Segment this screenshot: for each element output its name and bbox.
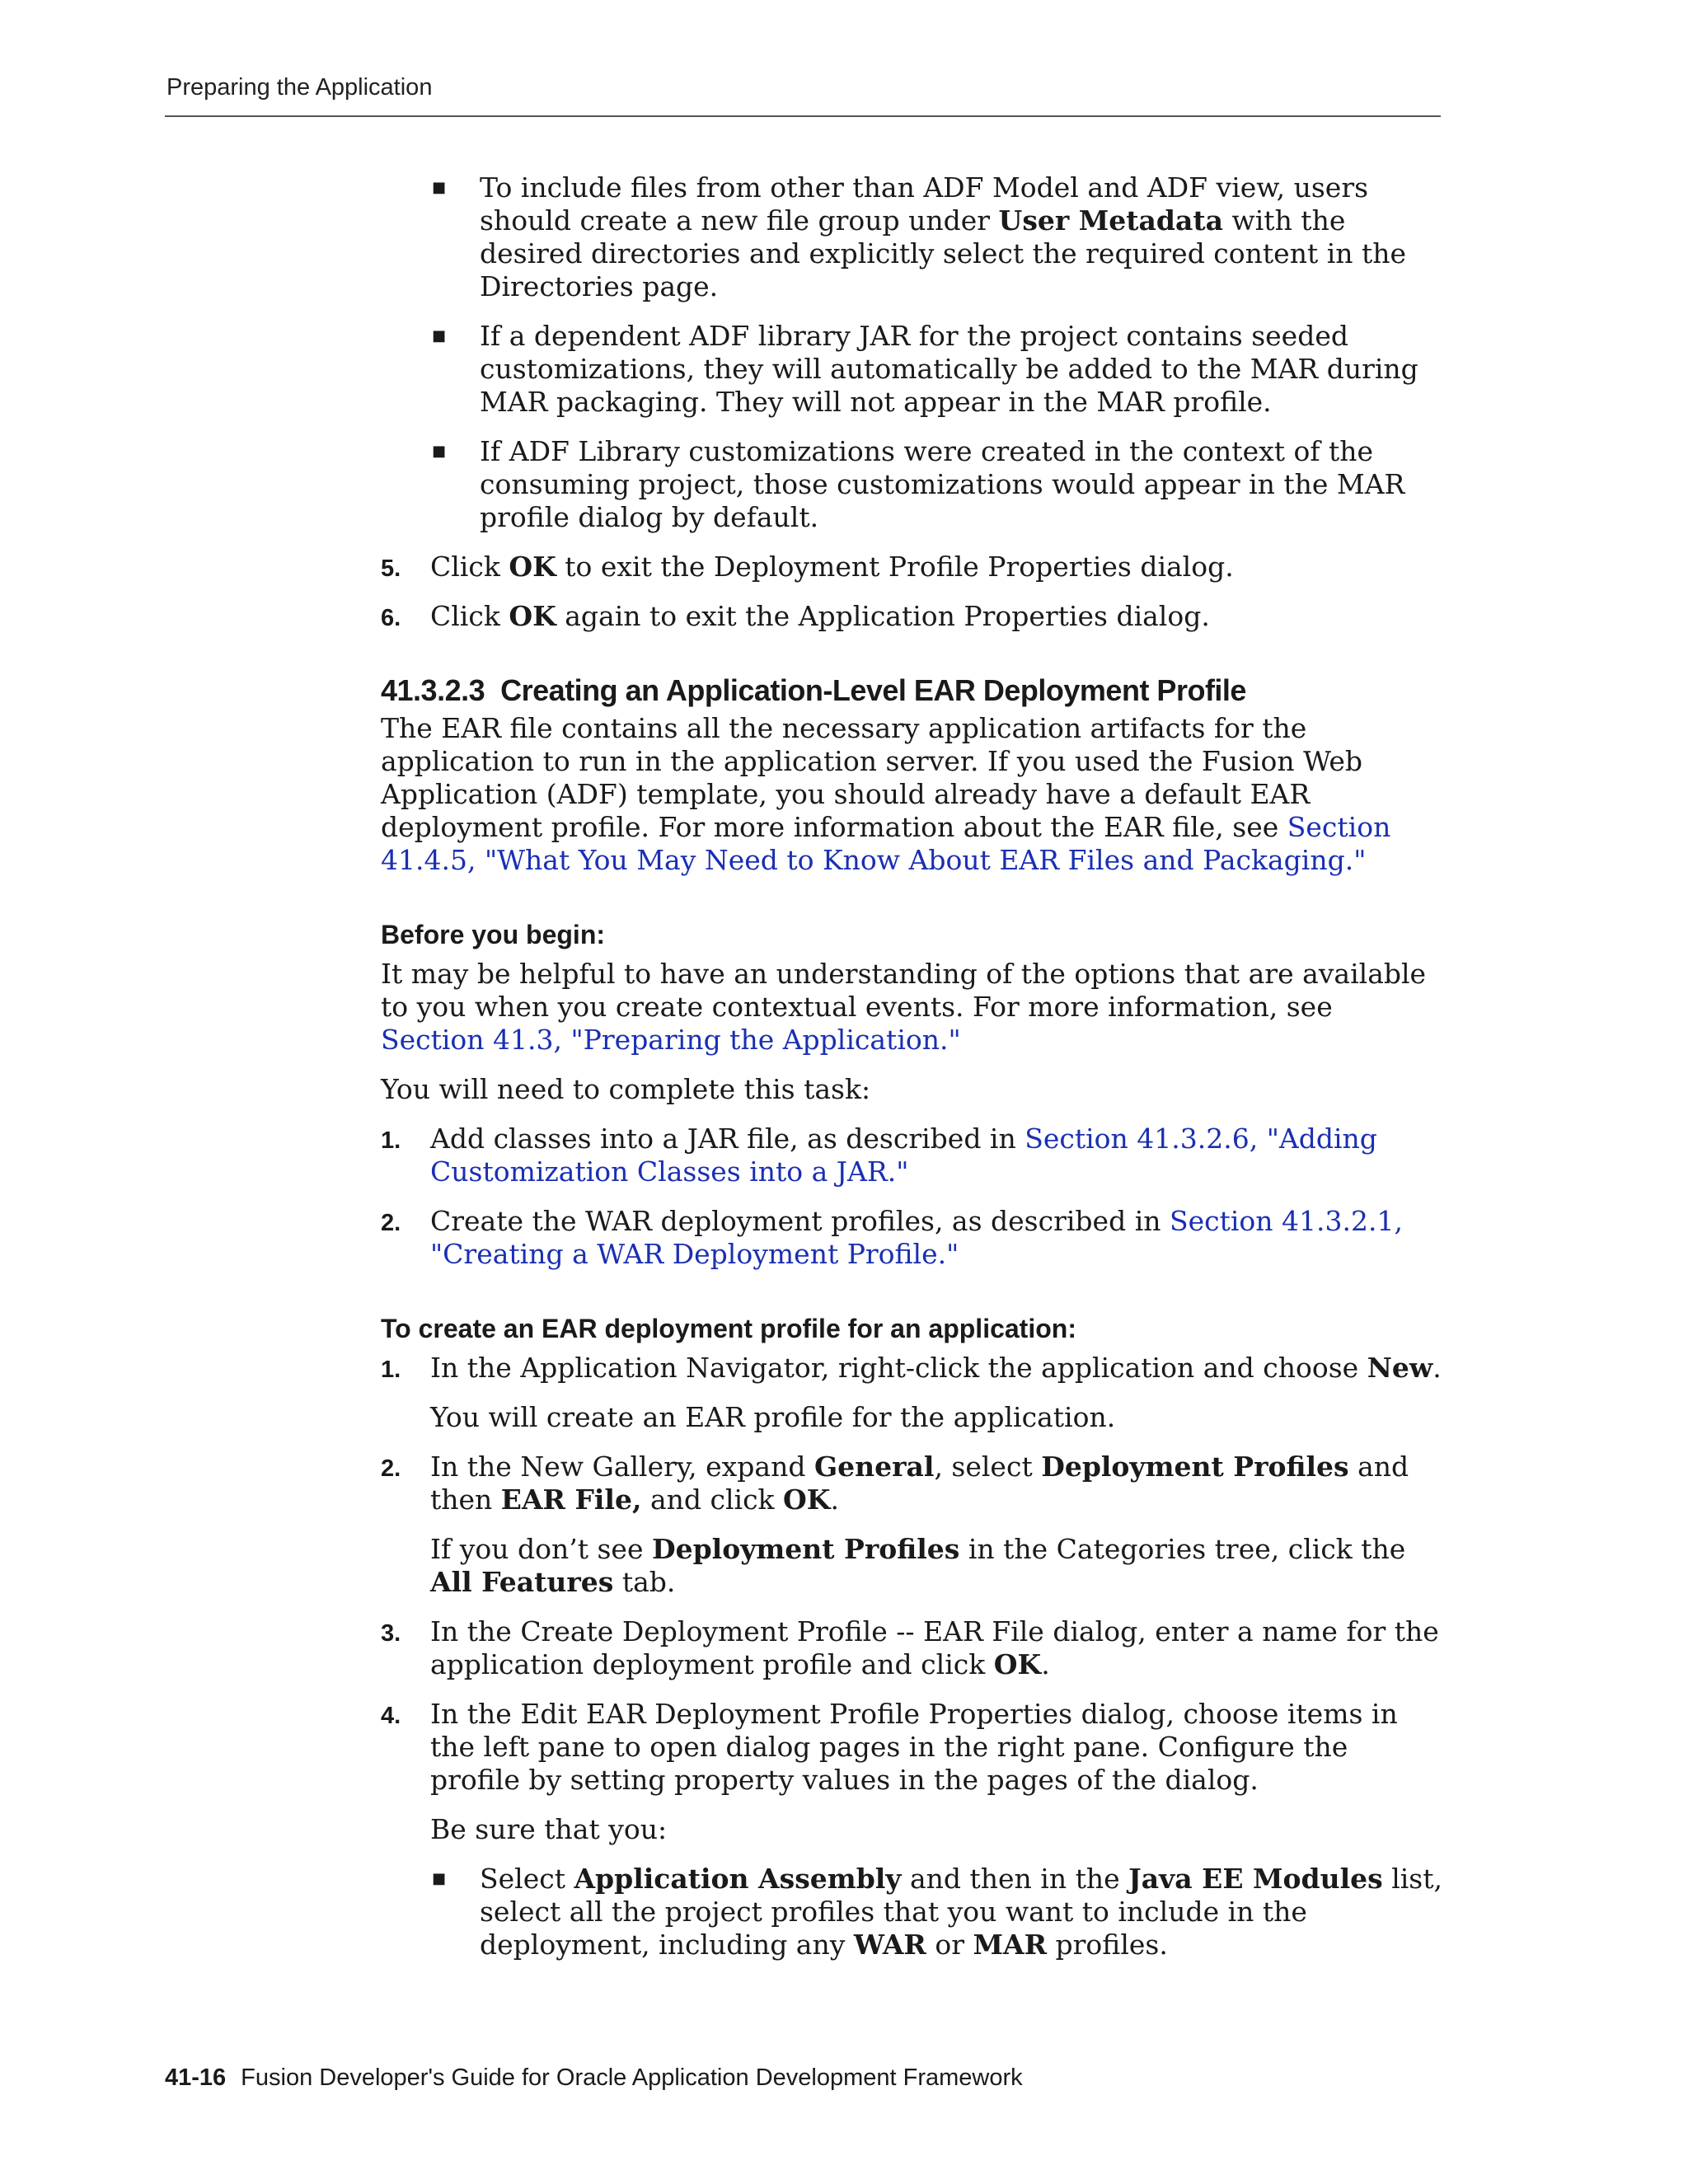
book-title: Fusion Developer's Guide for Oracle Application Development Framework [241,2064,1023,2091]
step-item: 2. In the New Gallery, expand General, select Deployment Profiles and then EAR File, and click OK. [381,1451,1409,1516]
adding-customization-classes-link[interactable]: Section 41.3.2.6, "Adding Customization Classes into a JAR." [430,1122,1377,1188]
step-item: 6. Click OK again to exit the Application Properties dialog. [381,600,1210,632]
list-item: ■ To include files from other than ADF Model and ADF view, users should create a new file group under User Metadata with the desired directories and explicitly select the required content in the Directories page. [432,171,1407,302]
before-you-begin-heading: Before you begin: [381,920,606,949]
step-item: 1. Add classes into a JAR file, as described in Section 41.3.2.6, "Adding Customization Classes into a JAR." [381,1122,1377,1188]
list-item: ■ Select Application Assembly and then in the Java EE Modules list, select all the project profiles that you want to include in the deployment, including any WAR or MAR profiles. [432,1863,1442,1961]
running-header: Preparing the Application [166,74,433,101]
square-bullet-icon: ■ [432,443,447,460]
section-intro: The EAR file contains all the necessary application artifacts for the application to run in the application server. If you used the Fusion Web Application (ADF) template, you should already have a default EAR deployment profile. For more information about the EAR file, see Section 41.4.5, "What You May Need to Know About EAR Files and Packaging." [381,712,1391,876]
list-item: ■ If a dependent ADF library JAR for the project contains seeded customizations, they will automatically be added to the MAR during MAR packaging. They will not appear in the MAR profile. [432,320,1418,418]
page-footer [165,2064,1023,2092]
preparing-application-link[interactable]: Section 41.3, "Preparing the Application." [381,1024,961,1056]
step-note: You will create an EAR profile for the application. [430,1401,1116,1433]
step-item: 3. In the Create Deployment Profile -- EAR File dialog, enter a name for the application deployment profile and click OK. [381,1615,1439,1680]
step-item: 5. Click OK to exit the Deployment Profile Properties dialog. [381,551,1234,583]
step-item: 4. In the Edit EAR Deployment Profile Properties dialog, choose items in the left pane to open dialog pages in the right pane. Configure the profile by setting property values in the pages of the dialog. [381,1698,1398,1796]
step-note: If you don’t see Deployment Profiles in the Categories tree, click the All Features tab. [430,1533,1406,1598]
header-divider [165,115,1441,117]
square-bullet-icon: ■ [432,1870,447,1887]
task-intro: You will need to complete this task: [381,1073,871,1105]
creating-war-profile-link[interactable]: Section 41.3.2.1, "Creating a WAR Deployment Profile." [430,1205,1403,1270]
page-number: 41-16 [165,2064,227,2091]
section-heading: 41.3.2.3 Creating an Application-Level EAR Deployment Profile [381,673,1246,707]
page-content [381,171,1444,1978]
procedure-heading: To create an EAR deployment profile for an application: [381,1314,1076,1343]
before-text: It may be helpful to have an understanding of the options that are available to you when you create contextual events. For more information, see Section 41.3, "Preparing the Application." [381,958,1427,1056]
list-item: ■ If ADF Library customizations were created in the context of the consuming project, those customizations would appear in the MAR profile dialog by default. [432,435,1405,533]
square-bullet-icon: ■ [432,327,447,344]
ear-files-link[interactable]: Section 41.4.5, "What You May Need to Know About EAR Files and Packaging." [381,811,1391,876]
step-note: Be sure that you: [430,1813,668,1845]
step-item: 2. Create the WAR deployment profiles, as described in Section 41.3.2.1, "Creating a WAR Deployment Profile." [381,1205,1403,1270]
square-bullet-icon: ■ [432,179,447,196]
step-item: 1. In the Application Navigator, right-click the application and choose New. [381,1352,1442,1384]
